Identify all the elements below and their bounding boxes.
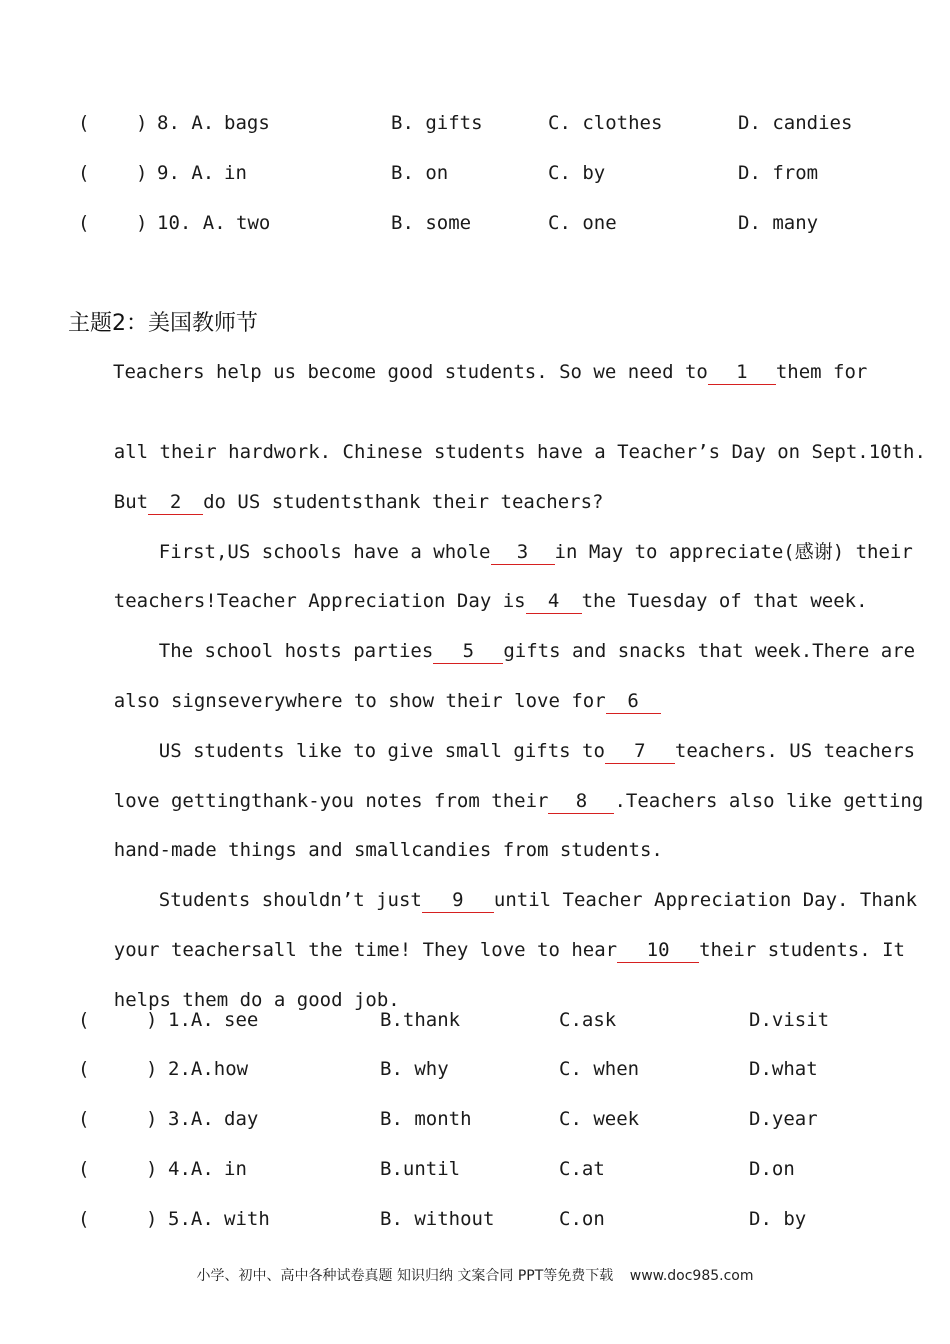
passage-text: their students. It: [699, 939, 905, 961]
option-b: B.until: [380, 1158, 461, 1180]
question-row-9: [0, 158, 950, 188]
footer-text: 小学、初中、高中各种试卷真题 知识归纳 文案合同 PPT等免费下载: [196, 1268, 614, 1284]
option-b: B. gifts: [391, 112, 483, 134]
question-row-4: [0, 1154, 950, 1184]
question-row-3: [0, 1104, 950, 1134]
blank-9[interactable]: 9: [422, 888, 494, 913]
blank-10[interactable]: 10: [617, 938, 699, 963]
passage-text: The school hosts parties: [158, 640, 434, 662]
answer-paren-close: ): [136, 212, 148, 234]
passage-text: Students shouldn’t just: [158, 889, 422, 911]
option-d: D. candies: [738, 112, 853, 134]
passage-text: the Tuesday of that week.: [581, 590, 868, 612]
passage-line: [68, 955, 882, 1011]
option-b: B. month: [380, 1108, 472, 1130]
answer-paren-close: ): [146, 1108, 158, 1130]
passage-line: [68, 407, 926, 463]
answer-paren-close: ): [146, 1058, 158, 1080]
question-number: 1.A.: [168, 1009, 214, 1031]
option-d: D. from: [738, 162, 819, 184]
question-number: 9. A.: [157, 162, 215, 184]
option-a: in: [224, 1158, 247, 1180]
question-row-2: [0, 1054, 950, 1084]
footer-link[interactable]: www.doc985.com: [629, 1268, 754, 1284]
option-b: B. on: [391, 162, 449, 184]
answer-paren-close: ): [146, 1158, 158, 1180]
blank-8[interactable]: 8: [548, 789, 614, 814]
page-footer: [0, 1265, 950, 1285]
passage-line: [113, 507, 913, 563]
section-title: 主题2：美国教师节: [68, 311, 258, 336]
option-c: C.at: [559, 1158, 605, 1180]
option-b: B. without: [380, 1208, 495, 1230]
question-row-1: [0, 1005, 950, 1035]
passage-text: love gettingthank-you notes from their: [113, 790, 549, 812]
question-number: 10. A.: [157, 212, 226, 234]
passage-text: in May to appreciate(感谢) their: [554, 541, 913, 563]
passage-text: them for: [775, 361, 868, 383]
answer-paren-open[interactable]: (: [78, 1108, 90, 1130]
option-c: C.ask: [559, 1009, 617, 1031]
answer-paren-open[interactable]: (: [78, 162, 90, 184]
question-row-5: [0, 1204, 950, 1234]
passage-text: But: [113, 491, 149, 513]
answer-paren-open[interactable]: (: [78, 1009, 90, 1031]
option-a: in: [224, 162, 247, 184]
question-number: 5.A.: [168, 1208, 214, 1230]
option-a: see: [224, 1009, 259, 1031]
passage-line: [68, 457, 882, 513]
passage-text: also signseverywhere to show their love for: [113, 690, 606, 712]
passage-text: teachers. US teachers: [674, 740, 916, 762]
option-d: D. many: [738, 212, 819, 234]
question-number: 3.A.: [168, 1108, 214, 1130]
answer-paren-close: ): [146, 1208, 158, 1230]
option-c: C. week: [559, 1108, 640, 1130]
blank-7[interactable]: 7: [605, 739, 675, 764]
question-row-8: [0, 108, 950, 138]
answer-paren-open[interactable]: (: [78, 1208, 90, 1230]
passage-line: [113, 357, 882, 387]
option-b: B. why: [380, 1058, 449, 1080]
passage-text: helps them do a good job.: [113, 989, 400, 1011]
answer-paren-open[interactable]: (: [78, 1058, 90, 1080]
passage-text: .Teachers also like getting: [614, 790, 924, 812]
passage-text: First,US schools have a whole: [158, 541, 491, 563]
passage-text: gifts and snacks that week.There are: [503, 640, 916, 662]
option-b: B. some: [391, 212, 472, 234]
blank-4[interactable]: 4: [526, 589, 582, 614]
passage-line: [68, 556, 882, 612]
passage-line: [113, 606, 916, 662]
passage-line: [113, 706, 916, 762]
blank-6[interactable]: 6: [606, 689, 661, 714]
passage-text: hand-made things and smallcandies from students.: [113, 839, 663, 861]
option-d: D.year: [749, 1108, 818, 1130]
option-d: D.on: [749, 1158, 795, 1180]
option-c: C.on: [559, 1208, 605, 1230]
passage-text: your teachersall the time! They love to hear: [113, 939, 618, 961]
option-c: C. one: [548, 212, 617, 234]
option-c: C. when: [559, 1058, 640, 1080]
option-c: C. clothes: [548, 112, 663, 134]
passage-text: US students like to give small gifts to: [158, 740, 605, 762]
question-number: 8. A.: [157, 112, 215, 134]
passage-text: all their hardwork. Chinese students have a Teacher’s Day on Sept.10th.: [113, 441, 926, 463]
passage-line: [68, 756, 924, 812]
passage-text: do US studentsthank their teachers?: [203, 491, 604, 513]
option-d: D. by: [749, 1208, 807, 1230]
passage-line: [68, 805, 882, 861]
option-b: B.thank: [380, 1009, 461, 1031]
answer-paren-open[interactable]: (: [78, 112, 90, 134]
passage-text: until Teacher Appreciation Day. Thank: [493, 889, 918, 911]
passage-line: [113, 855, 918, 911]
blank-1[interactable]: 1: [708, 360, 776, 385]
passage-line: [68, 656, 882, 712]
answer-paren-close: ): [146, 1009, 158, 1031]
option-a: day: [224, 1108, 259, 1130]
question-number: 4.A.: [168, 1158, 214, 1180]
answer-paren-close: ): [136, 112, 148, 134]
passage-text: Teachers help us become good students. So we need to: [113, 361, 708, 383]
question-number: 2.A.how: [168, 1058, 249, 1080]
answer-paren-open[interactable]: (: [78, 212, 90, 234]
passage-text: teachers!Teacher Appreciation Day is: [113, 590, 526, 612]
answer-paren-close: ): [136, 162, 148, 184]
blank-5[interactable]: 5: [433, 639, 503, 664]
blank-3[interactable]: 3: [491, 540, 555, 565]
option-a: bags: [224, 112, 270, 134]
answer-paren-open[interactable]: (: [78, 1158, 90, 1180]
question-row-10: [0, 208, 950, 238]
option-a: with: [224, 1208, 270, 1230]
passage-line: [68, 905, 905, 961]
option-d: D.visit: [749, 1009, 830, 1031]
option-d: D.what: [749, 1058, 818, 1080]
option-c: C. by: [548, 162, 606, 184]
blank-2[interactable]: 2: [148, 490, 203, 515]
option-a: two: [236, 212, 271, 234]
